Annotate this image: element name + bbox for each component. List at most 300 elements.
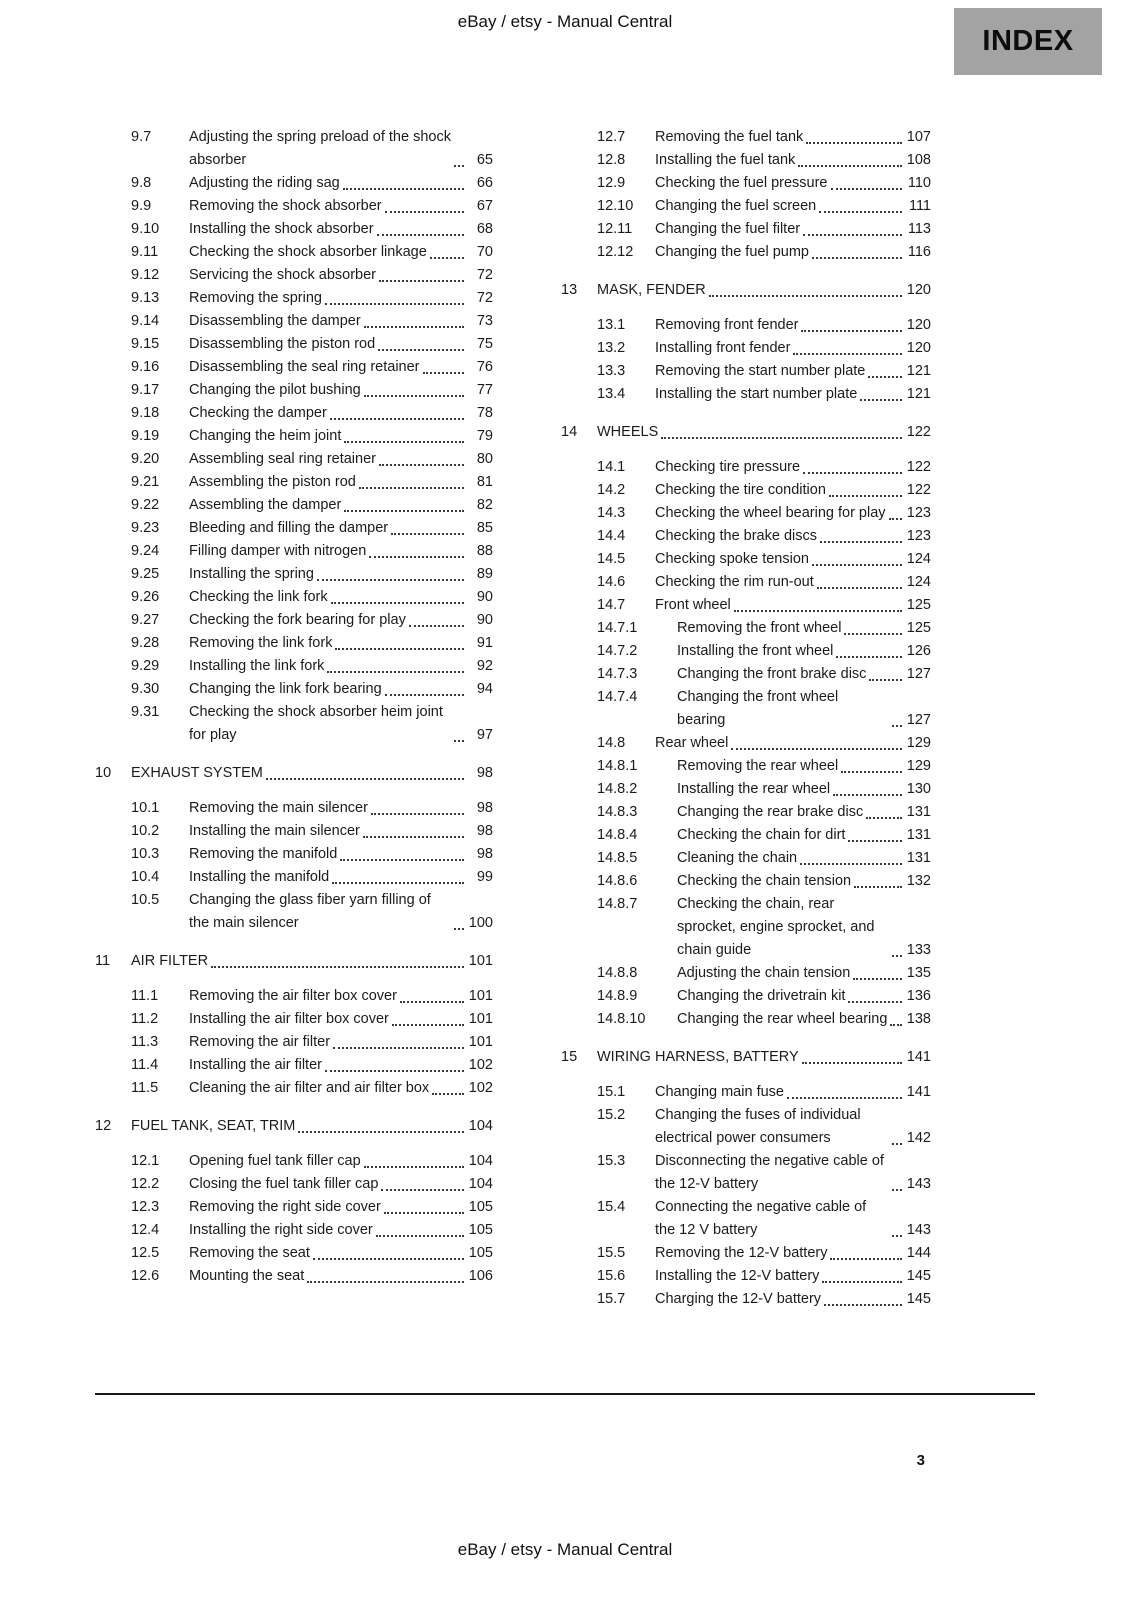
toc-entry-page: 113 [907,221,931,237]
toc-entry [95,218,493,241]
toc-entry-title: Removing the link fork [189,635,333,651]
toc-entry-number: 10.3 [131,846,160,862]
toc-entry-number: 9.28 [131,635,160,651]
toc-entry-page: 101 [468,1034,493,1050]
toc-entry-title: Installing the fuel tank [655,152,796,168]
toc-entry [95,1054,493,1077]
toc-dot-leader [801,330,902,332]
toc-dot-leader [333,1047,464,1049]
toc-entry [561,617,931,640]
toc-entry [561,383,931,406]
toc-entry-title: Changing the rear wheel bearing [677,1011,888,1027]
toc-entry-page: 66 [476,175,493,191]
toc-entry-number: 9.19 [131,428,160,444]
toc-entry-number: 10 [95,765,112,781]
toc-entry-number: 13 [561,282,578,298]
toc-entry-page: 120 [906,317,931,333]
toc-dot-leader [841,771,902,773]
toc-entry-number: 13.1 [597,317,626,333]
toc-entry-page: 82 [476,497,493,513]
toc-dot-leader [364,326,464,328]
toc-dot-leader [378,349,464,351]
toc-dot-leader [423,372,465,374]
toc-entry-number: 11.2 [131,1011,159,1027]
toc-entry [561,241,931,264]
toc-entry [561,778,931,801]
toc-entry [561,870,931,893]
toc-entry-page: 79 [476,428,493,444]
toc-dot-leader [803,234,902,236]
toc-entry-title: Assembling seal ring retainer [189,451,376,467]
toc-entry [561,337,931,360]
toc-entry-number: 9.21 [131,474,160,490]
toc-dot-leader [432,1093,464,1095]
toc-entry-page: 89 [476,566,493,582]
toc-entry [561,1265,931,1288]
toc-entry-page: 108 [906,152,931,168]
toc-entry-page: 105 [468,1245,493,1261]
toc-entry-number: 9.25 [131,566,160,582]
toc-dot-leader [392,1024,464,1026]
footer-divider [95,1393,1035,1395]
toc-entry-title: Changing the rear brake disc [677,804,864,820]
toc-entry-number: 13.3 [597,363,626,379]
toc-entry-number: 11.1 [131,988,159,1004]
toc-entry-title: Changing the front brake disc [677,666,867,682]
toc-entry-number: 14.2 [597,482,626,498]
toc-entry-number: 12.12 [597,244,634,260]
toc-entry [95,678,493,701]
toc-entry-number: 14.4 [597,528,626,544]
toc-dot-leader [892,725,902,727]
toc-entry-title: Checking the link fork [189,589,328,605]
toc-entry-number: 14.7 [597,597,626,613]
toc-entry-number: 14.1 [597,459,626,475]
toc-entry-title: Disconnecting the negative cable of the 12-V battery [655,1153,884,1192]
toc-dot-leader [369,556,464,558]
toc-entry-page: 92 [476,658,493,674]
toc-dot-leader [817,587,902,589]
toc-entry [95,241,493,264]
toc-entry-title: Filling damper with nitrogen [189,543,367,559]
toc-entry [561,1104,931,1150]
toc-dot-leader [820,541,902,543]
toc-entry [95,264,493,287]
toc-entry-page: 105 [468,1222,493,1238]
toc-entry-page: 81 [476,474,493,490]
toc-dot-leader [798,165,902,167]
toc-entry-page: 98 [476,846,493,862]
toc-entry-title: WHEELS [597,424,659,440]
toc-entry-page: 122 [906,482,931,498]
toc-entry-page: 132 [906,873,931,889]
toc-dot-leader [454,740,464,742]
toc-entry-page: 101 [468,988,493,1004]
toc-entry [561,640,931,663]
toc-entry-number: 9.8 [131,175,152,191]
toc-entry-number: 9.31 [131,704,160,720]
toc-entry-number: 9.14 [131,313,160,329]
toc-entry-page: 127 [906,666,931,682]
index-tab [954,8,1102,75]
toc-dot-leader [385,211,464,213]
toc-entry-title: Changing the front wheel bearing [677,689,839,728]
toc-column-right [561,126,931,1311]
toc-entry-title: Removing the air filter [189,1034,331,1050]
toc-entry-title: Installing the shock absorber [189,221,374,237]
toc-entry-number: 14.8.2 [597,781,638,797]
toc-dot-leader [812,257,902,259]
toc-entry [95,471,493,494]
toc-entry-page: 124 [906,551,931,567]
toc-entry-number: 10.5 [131,892,160,908]
toc-dot-leader [379,280,464,282]
toc-dot-leader [829,495,902,497]
toc-entry [561,479,931,502]
toc-dot-leader [298,1131,464,1133]
toc-entry-number: 12 [95,1118,112,1134]
header-title: eBay / etsy - Manual Central [457,12,673,31]
toc-entry-title: Installing the air filter box cover [189,1011,389,1027]
toc-entry-title: Installing front fender [655,340,791,356]
toc-dot-leader [400,1001,464,1003]
toc-dot-leader [327,671,464,673]
toc-entry-number: 10.2 [131,823,160,839]
toc-entry [95,1173,493,1196]
toc-dot-leader [822,1281,902,1283]
toc-dot-leader [800,863,902,865]
toc-entry [95,563,493,586]
toc-column-left [95,126,493,1311]
toc-entry-page: 110 [907,175,931,191]
toc-entry [561,732,931,755]
toc-entry-title: Removing the air filter box cover [189,988,397,1004]
toc-entry-number: 14.8.4 [597,827,638,843]
toc-entry-number: 14.3 [597,505,626,521]
toc-entry-page: 104 [468,1118,493,1134]
toc-dot-leader [313,1258,464,1260]
toc-entry [95,1219,493,1242]
toc-entry-page: 123 [906,528,931,544]
toc-entry [561,548,931,571]
toc-entry [561,824,931,847]
toc-entry-title: Removing the shock absorber [189,198,382,214]
toc-dot-leader [892,1143,902,1145]
toc-entry-title: Disassembling the damper [189,313,361,329]
toc-entry-title: Installing the rear wheel [677,781,831,797]
toc-dot-leader [343,188,464,190]
toc-dot-leader [892,1235,902,1237]
toc-entry-number: 12.3 [131,1199,160,1215]
toc-entry-page: 102 [468,1080,493,1096]
toc-entry-number: 9.18 [131,405,160,421]
toc-entry-number: 12.5 [131,1245,160,1261]
toc-entry [561,1046,931,1069]
toc-entry-number: 9.27 [131,612,160,628]
toc-entry-title: Installing the air filter [189,1057,322,1073]
toc-entry-title: Installing the manifold [189,869,330,885]
toc-entry [561,172,931,195]
toc-entry-number: 12.9 [597,175,626,191]
toc-entry-number: 10.4 [131,869,160,885]
toc-entry-page: 121 [906,386,931,402]
toc-entry-title: FUEL TANK, SEAT, TRIM [131,1118,296,1134]
toc-entry-page: 107 [906,129,931,145]
toc-entry-page: 72 [476,267,493,283]
toc-entry-number: 9.22 [131,497,160,513]
toc-entry-title: Servicing the shock absorber [189,267,376,283]
toc-entry-number: 12.1 [131,1153,160,1169]
toc-entry-number: 14.8 [597,735,626,751]
toc-entry-page: 104 [468,1176,493,1192]
toc-dot-leader [376,1235,464,1237]
toc-entry-title: Changing the glass fiber yarn filling of the main silencer [189,892,431,931]
toc-entry-title: Cleaning the chain [677,850,798,866]
toc-entry-number: 10.1 [131,800,160,816]
table-of-contents [95,126,931,1311]
toc-entry-page: 88 [476,543,493,559]
toc-entry-page: 101 [468,1011,493,1027]
toc-entry-number: 14 [561,424,578,440]
toc-entry [561,1150,931,1196]
toc-dot-leader [787,1097,902,1099]
toc-entry [561,126,931,149]
toc-entry-page: 126 [906,643,931,659]
toc-entry-page: 124 [906,574,931,590]
toc-entry-number: 15.7 [597,1291,626,1307]
toc-entry-page: 97 [476,727,493,743]
toc-entry [95,632,493,655]
toc-entry [95,866,493,889]
toc-entry-title: Checking the wheel bearing for play [655,505,886,521]
toc-entry-number: 13.4 [597,386,626,402]
toc-entry-title: Removing the start number plate [655,363,866,379]
toc-entry-title: Disassembling the seal ring retainer [189,359,420,375]
toc-entry [95,425,493,448]
toc-entry-title: Installing the link fork [189,658,325,674]
toc-entry-title: Removing front fender [655,317,799,333]
toc-entry-title: Changing the fuel filter [655,221,801,237]
toc-entry-title: Removing the right side cover [189,1199,381,1215]
toc-entry-page: 135 [906,965,931,981]
toc-dot-leader [391,533,464,535]
toc-entry-page: 131 [906,804,931,820]
toc-entry-number: 9.24 [131,543,160,559]
index-tab-label: INDEX [982,25,1074,57]
toc-entry-page: 141 [906,1084,931,1100]
toc-dot-leader [363,836,464,838]
toc-dot-leader [381,1189,464,1191]
toc-entry-page: 91 [476,635,493,651]
toc-entry-number: 9.30 [131,681,160,697]
toc-entry-number: 14.5 [597,551,626,567]
toc-entry-title: Checking the shock absorber heim joint for play [189,704,443,743]
toc-dot-leader [812,564,902,566]
toc-entry [95,540,493,563]
toc-entry-page: 125 [906,597,931,613]
toc-entry-page: 80 [476,451,493,467]
toc-entry [95,950,493,973]
toc-entry [95,586,493,609]
toc-dot-leader [430,257,464,259]
toc-entry-page: 130 [906,781,931,797]
toc-entry-title: Rear wheel [655,735,729,751]
toc-entry-page: 102 [468,1057,493,1073]
toc-entry-title: Changing the drivetrain kit [677,988,846,1004]
toc-entry-number: 9.15 [131,336,160,352]
toc-entry-title: Removing the manifold [189,846,338,862]
toc-entry-number: 9.20 [131,451,160,467]
toc-entry [95,126,493,172]
toc-entry-page: 67 [476,198,493,214]
toc-dot-leader [844,633,902,635]
toc-entry-title: Removing the spring [189,290,322,306]
toc-entry [561,663,931,686]
toc-entry-title: MASK, FENDER [597,282,706,298]
toc-entry [561,195,931,218]
toc-dot-leader [709,295,902,297]
toc-entry-page: 98 [476,800,493,816]
toc-entry-page: 75 [476,336,493,352]
toc-entry-page: 98 [476,823,493,839]
toc-entry-page: 101 [468,953,493,969]
toc-dot-leader [853,978,902,980]
toc-entry-number: 15.6 [597,1268,626,1284]
toc-entry-title: Mounting the seat [189,1268,305,1284]
toc-entry-title: Installing the spring [189,566,314,582]
toc-entry-page: 106 [468,1268,493,1284]
toc-entry [95,762,493,785]
toc-entry-page: 121 [906,363,931,379]
toc-entry-title: Installing the front wheel [677,643,834,659]
toc-entry [95,195,493,218]
toc-entry-page: 76 [476,359,493,375]
toc-dot-leader [317,579,464,581]
toc-entry-title: Removing the seat [189,1245,310,1261]
toc-entry-page: 90 [476,589,493,605]
toc-dot-leader [454,928,464,930]
toc-dot-leader [359,487,464,489]
toc-entry [561,456,931,479]
toc-entry-title: Removing the 12-V battery [655,1245,828,1261]
toc-dot-leader [890,1024,902,1026]
toc-entry-title: Checking the chain, rear sprocket, engine sprocket, and chain guide [677,896,875,958]
toc-entry-title: Installing the main silencer [189,823,360,839]
toc-entry-page: 143 [906,1176,931,1192]
toc-entry-page: 120 [906,340,931,356]
toc-entry [561,594,931,617]
toc-entry [95,402,493,425]
toc-dot-leader [325,303,464,305]
toc-entry-title: EXHAUST SYSTEM [131,765,263,781]
toc-dot-leader [330,418,464,420]
toc-entry-page: 131 [906,850,931,866]
toc-entry-title: Assembling the piston rod [189,474,356,490]
toc-entry-number: 14.8.5 [597,850,638,866]
toc-entry-title: Adjusting the riding sag [189,175,340,191]
toc-entry-page: 133 [906,942,931,958]
toc-entry [95,356,493,379]
toc-entry-page: 143 [906,1222,931,1238]
toc-entry-title: Front wheel [655,597,731,613]
toc-entry-page: 65 [476,152,493,168]
toc-entry-number: 15.2 [597,1107,626,1123]
toc-entry [95,1242,493,1265]
toc-entry [95,379,493,402]
toc-entry-number: 9.26 [131,589,160,605]
toc-dot-leader [344,510,464,512]
toc-dot-leader [266,778,464,780]
toc-entry-number: 9.9 [131,198,152,214]
toc-entry [561,525,931,548]
toc-entry [561,893,931,962]
toc-entry [561,686,931,732]
toc-entry-title: Checking the rim run-out [655,574,814,590]
toc-entry-title: Cleaning the air filter and air filter box [189,1080,430,1096]
toc-entry-page: 145 [906,1291,931,1307]
toc-entry [561,360,931,383]
toc-entry [561,1196,931,1242]
toc-entry-number: 15.3 [597,1153,626,1169]
toc-entry-page: 136 [906,988,931,1004]
toc-entry-title: Checking the fork bearing for play [189,612,406,628]
toc-dot-leader [889,518,902,520]
toc-entry [95,985,493,1008]
toc-dot-leader [802,1062,902,1064]
toc-dot-leader [325,1070,464,1072]
toc-entry-title: Changing the link fork bearing [189,681,382,697]
toc-entry-number: 9.13 [131,290,160,306]
toc-entry [95,1031,493,1054]
toc-dot-leader [892,1189,902,1191]
toc-entry-page: 98 [476,765,493,781]
toc-entry [95,448,493,471]
toc-entry [561,218,931,241]
toc-entry-number: 15.1 [597,1084,626,1100]
toc-entry-page: 125 [906,620,931,636]
toc-entry-title: Changing the heim joint [189,428,342,444]
toc-dot-leader [868,376,902,378]
toc-entry-page: 116 [907,244,931,260]
toc-entry-number: 14.7.1 [597,620,638,636]
toc-entry-title: Checking the fuel pressure [655,175,828,191]
toc-dot-leader [331,602,464,604]
toc-entry-title: Closing the fuel tank filler cap [189,1176,379,1192]
toc-entry-number: 13.2 [597,340,626,356]
toc-entry-page: 129 [906,735,931,751]
toc-entry-number: 9.7 [131,129,152,145]
toc-dot-leader [344,441,464,443]
footer-title: eBay / etsy - Manual Central [457,1540,673,1559]
toc-entry-page: 104 [468,1153,493,1169]
toc-entry-page: 122 [906,424,931,440]
toc-entry [95,517,493,540]
toc-dot-leader [854,886,902,888]
toc-entry-title: Opening fuel tank filler cap [189,1153,361,1169]
toc-entry-number: 14.7.2 [597,643,638,659]
toc-entry [561,1288,931,1311]
toc-entry-number: 14.7.3 [597,666,638,682]
toc-entry-title: Checking the chain tension [677,873,852,889]
toc-dot-leader [379,464,464,466]
toc-entry-page: 127 [906,712,931,728]
toc-dot-leader [803,472,902,474]
toc-entry-number: 12.2 [131,1176,160,1192]
toc-entry [561,847,931,870]
toc-entry-number: 11.4 [131,1057,159,1073]
toc-entry-number: 15 [561,1049,578,1065]
toc-dot-leader [806,142,902,144]
